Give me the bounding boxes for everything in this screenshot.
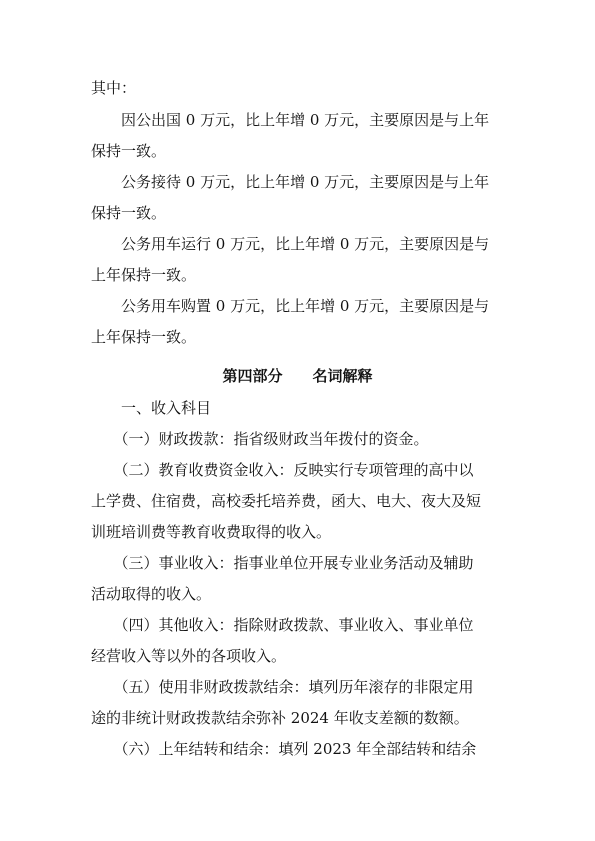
text-line: （一）财政拨款：指省级财政当年拨付的资金。 [91,430,429,448]
text-line: 因公出国 0 万元，比上年增 0 万元，主要原因是与上年 [91,111,490,129]
text-line: （三）事业收入：指事业单位开展专业业务活动及辅助 [91,554,474,572]
text-line: 上年保持一致。 [91,266,197,284]
text-line: 公务用车购置 0 万元，比上年增 0 万元，主要原因是与 [91,297,490,315]
text-line: （六）上年结转和结余：填列 2023 年全部结转和结余 [91,740,477,758]
text-line: 公务接待 0 万元，比上年增 0 万元，主要原因是与上年 [91,173,490,191]
text-line: 训班培训费等教育收费取得的收入。 [91,523,332,541]
text-line: 途的非统计财政拨款结余弥补 2024 年收支差额的数额。 [91,709,469,727]
text-line: 保持一致。 [91,204,167,222]
text-line: （四）其他收入：指除财政拨款、事业收入、事业单位 [91,616,474,634]
text-line: 公务用车运行 0 万元，比上年增 0 万元，主要原因是与 [91,235,490,253]
text-line: 保持一致。 [91,142,167,160]
text-line: 其中： [91,79,137,97]
text-line: （五）使用非财政拨款结余：填列历年滚存的非限定用 [91,678,474,696]
text-line: 上学费、住宿费，高校委托培养费，函大、电大、夜大及短 [91,492,482,510]
text-line: 一、收入科目 [91,399,212,417]
section-heading: 第四部分 名词解释 [222,367,373,385]
text-line: 经营收入等以外的各项收入。 [91,647,287,665]
text-line: （二）教育收费资金收入：反映实行专项管理的高中以 [91,461,474,479]
text-line: 上年保持一致。 [91,328,197,346]
text-line: 活动取得的收入。 [91,585,212,603]
